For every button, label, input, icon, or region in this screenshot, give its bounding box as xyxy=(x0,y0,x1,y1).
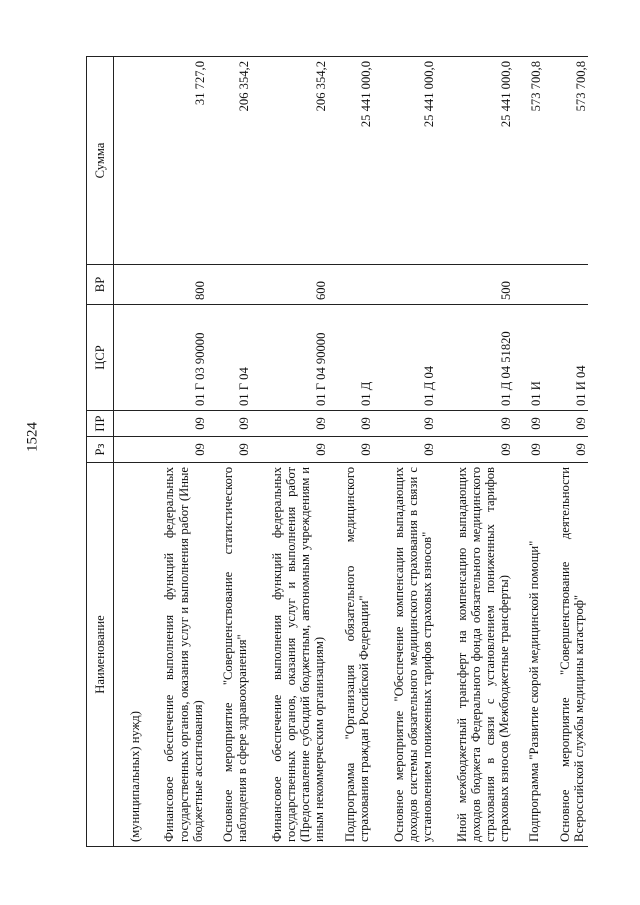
budget-table xyxy=(86,56,588,847)
row-vr: 500 xyxy=(436,265,513,305)
row-sum: 206 354,2 xyxy=(207,57,252,265)
row-sum xyxy=(114,57,144,265)
row-pr: 09 xyxy=(436,411,513,437)
row-rz: 09 xyxy=(513,437,543,463)
table-row xyxy=(251,57,328,847)
row-name: (муниципальных) нужд) xyxy=(114,463,144,847)
row-name: Основное мероприятие "Совершенствование статистического наблюдения в сфере здравоохранения" xyxy=(207,463,252,847)
row-sum: 573 700,8 xyxy=(513,57,543,265)
row-pr: 09 xyxy=(328,411,373,437)
row-vr: 800 xyxy=(144,265,207,305)
table-row xyxy=(328,57,373,847)
row-csr: 01 Д 04 xyxy=(373,305,436,411)
row-name: Финансовое обеспечение выполнения функций федеральных государственных органов, оказания услуг и выполнения работ (Иные бюджетные ассигнования) xyxy=(144,463,207,847)
row-name: Иной межбюджетный трансферт на компенсацию выпадающих доходов бюджета Федерального фонда обязательного медицинского страхования в связи с установлением пониженных тарифов страховых взносов (Межбюджетные трансферты) xyxy=(436,463,513,847)
row-sum: 25 441 000,0 xyxy=(436,57,513,265)
table-row xyxy=(207,57,252,847)
row-vr: 600 xyxy=(251,265,328,305)
row-sum: 573 700,8 xyxy=(543,57,588,265)
row-vr xyxy=(207,265,252,305)
row-pr: 09 xyxy=(207,411,252,437)
row-rz: 09 xyxy=(328,437,373,463)
row-pr: 09 xyxy=(513,411,543,437)
row-rz: 09 xyxy=(144,437,207,463)
row-pr: 09 xyxy=(144,411,207,437)
row-name: Финансовое обеспечение выполнения функций федеральных государственных органов, оказания услуг и выполнения работ (Предоставление субсидий бюджетным, автономным учреждениям и иным некоммерческим организациям) xyxy=(251,463,328,847)
row-csr: 01 Г 04 90000 xyxy=(251,305,328,411)
row-sum: 206 354,2 xyxy=(251,57,328,265)
row-name: Подпрограмма "Развитие скорой медицинской помощи" xyxy=(513,463,543,847)
table-row xyxy=(513,57,543,847)
header-vr: ВР xyxy=(87,265,114,305)
row-csr: 01 И xyxy=(513,305,543,411)
page-number: 1524 xyxy=(24,422,41,452)
table-body xyxy=(114,57,589,847)
row-vr xyxy=(543,265,588,305)
table-row xyxy=(144,57,207,847)
row-rz: 09 xyxy=(207,437,252,463)
row-csr: 01 Г 04 xyxy=(207,305,252,411)
table-row xyxy=(436,57,513,847)
row-rz: 09 xyxy=(543,437,588,463)
header-csr: ЦСР xyxy=(87,305,114,411)
row-rz: 09 xyxy=(373,437,436,463)
table-row xyxy=(114,57,144,847)
rotated-table-container xyxy=(86,57,588,847)
header-pr: ПР xyxy=(87,411,114,437)
row-pr: 09 xyxy=(373,411,436,437)
row-csr: 01 Д 04 51820 xyxy=(436,305,513,411)
row-name: Основное мероприятие "Совершенствование деятельности Всероссийской службы медицины катастроф" xyxy=(543,463,588,847)
row-pr: 09 xyxy=(543,411,588,437)
row-name: Подпрограмма "Организация обязательного медицинского страхования граждан Российской Федерации" xyxy=(328,463,373,847)
table-row xyxy=(373,57,436,847)
row-pr xyxy=(114,411,144,437)
row-csr: 01 И 04 xyxy=(543,305,588,411)
row-name: Основное мероприятие "Обеспечение компенсации выпадающих доходов системы обязательного медицинского страхования в связи с установлением пониженных тарифов страховых взносов" xyxy=(373,463,436,847)
row-vr xyxy=(114,265,144,305)
row-sum: 25 441 000,0 xyxy=(373,57,436,265)
row-csr: 01 Г 03 90000 xyxy=(144,305,207,411)
header-rz: Рз xyxy=(87,437,114,463)
row-csr: 01 Д xyxy=(328,305,373,411)
row-rz xyxy=(114,437,144,463)
row-sum: 25 441 000,0 xyxy=(328,57,373,265)
table-row xyxy=(543,57,588,847)
row-sum: 31 727,0 xyxy=(144,57,207,265)
header-sum: Сумма xyxy=(87,57,114,265)
row-rz: 09 xyxy=(251,437,328,463)
row-rz: 09 xyxy=(436,437,513,463)
row-pr: 09 xyxy=(251,411,328,437)
row-csr xyxy=(114,305,144,411)
row-vr xyxy=(513,265,543,305)
row-vr xyxy=(328,265,373,305)
table-header-row xyxy=(87,57,114,847)
row-vr xyxy=(373,265,436,305)
header-name: Наименование xyxy=(87,463,114,847)
